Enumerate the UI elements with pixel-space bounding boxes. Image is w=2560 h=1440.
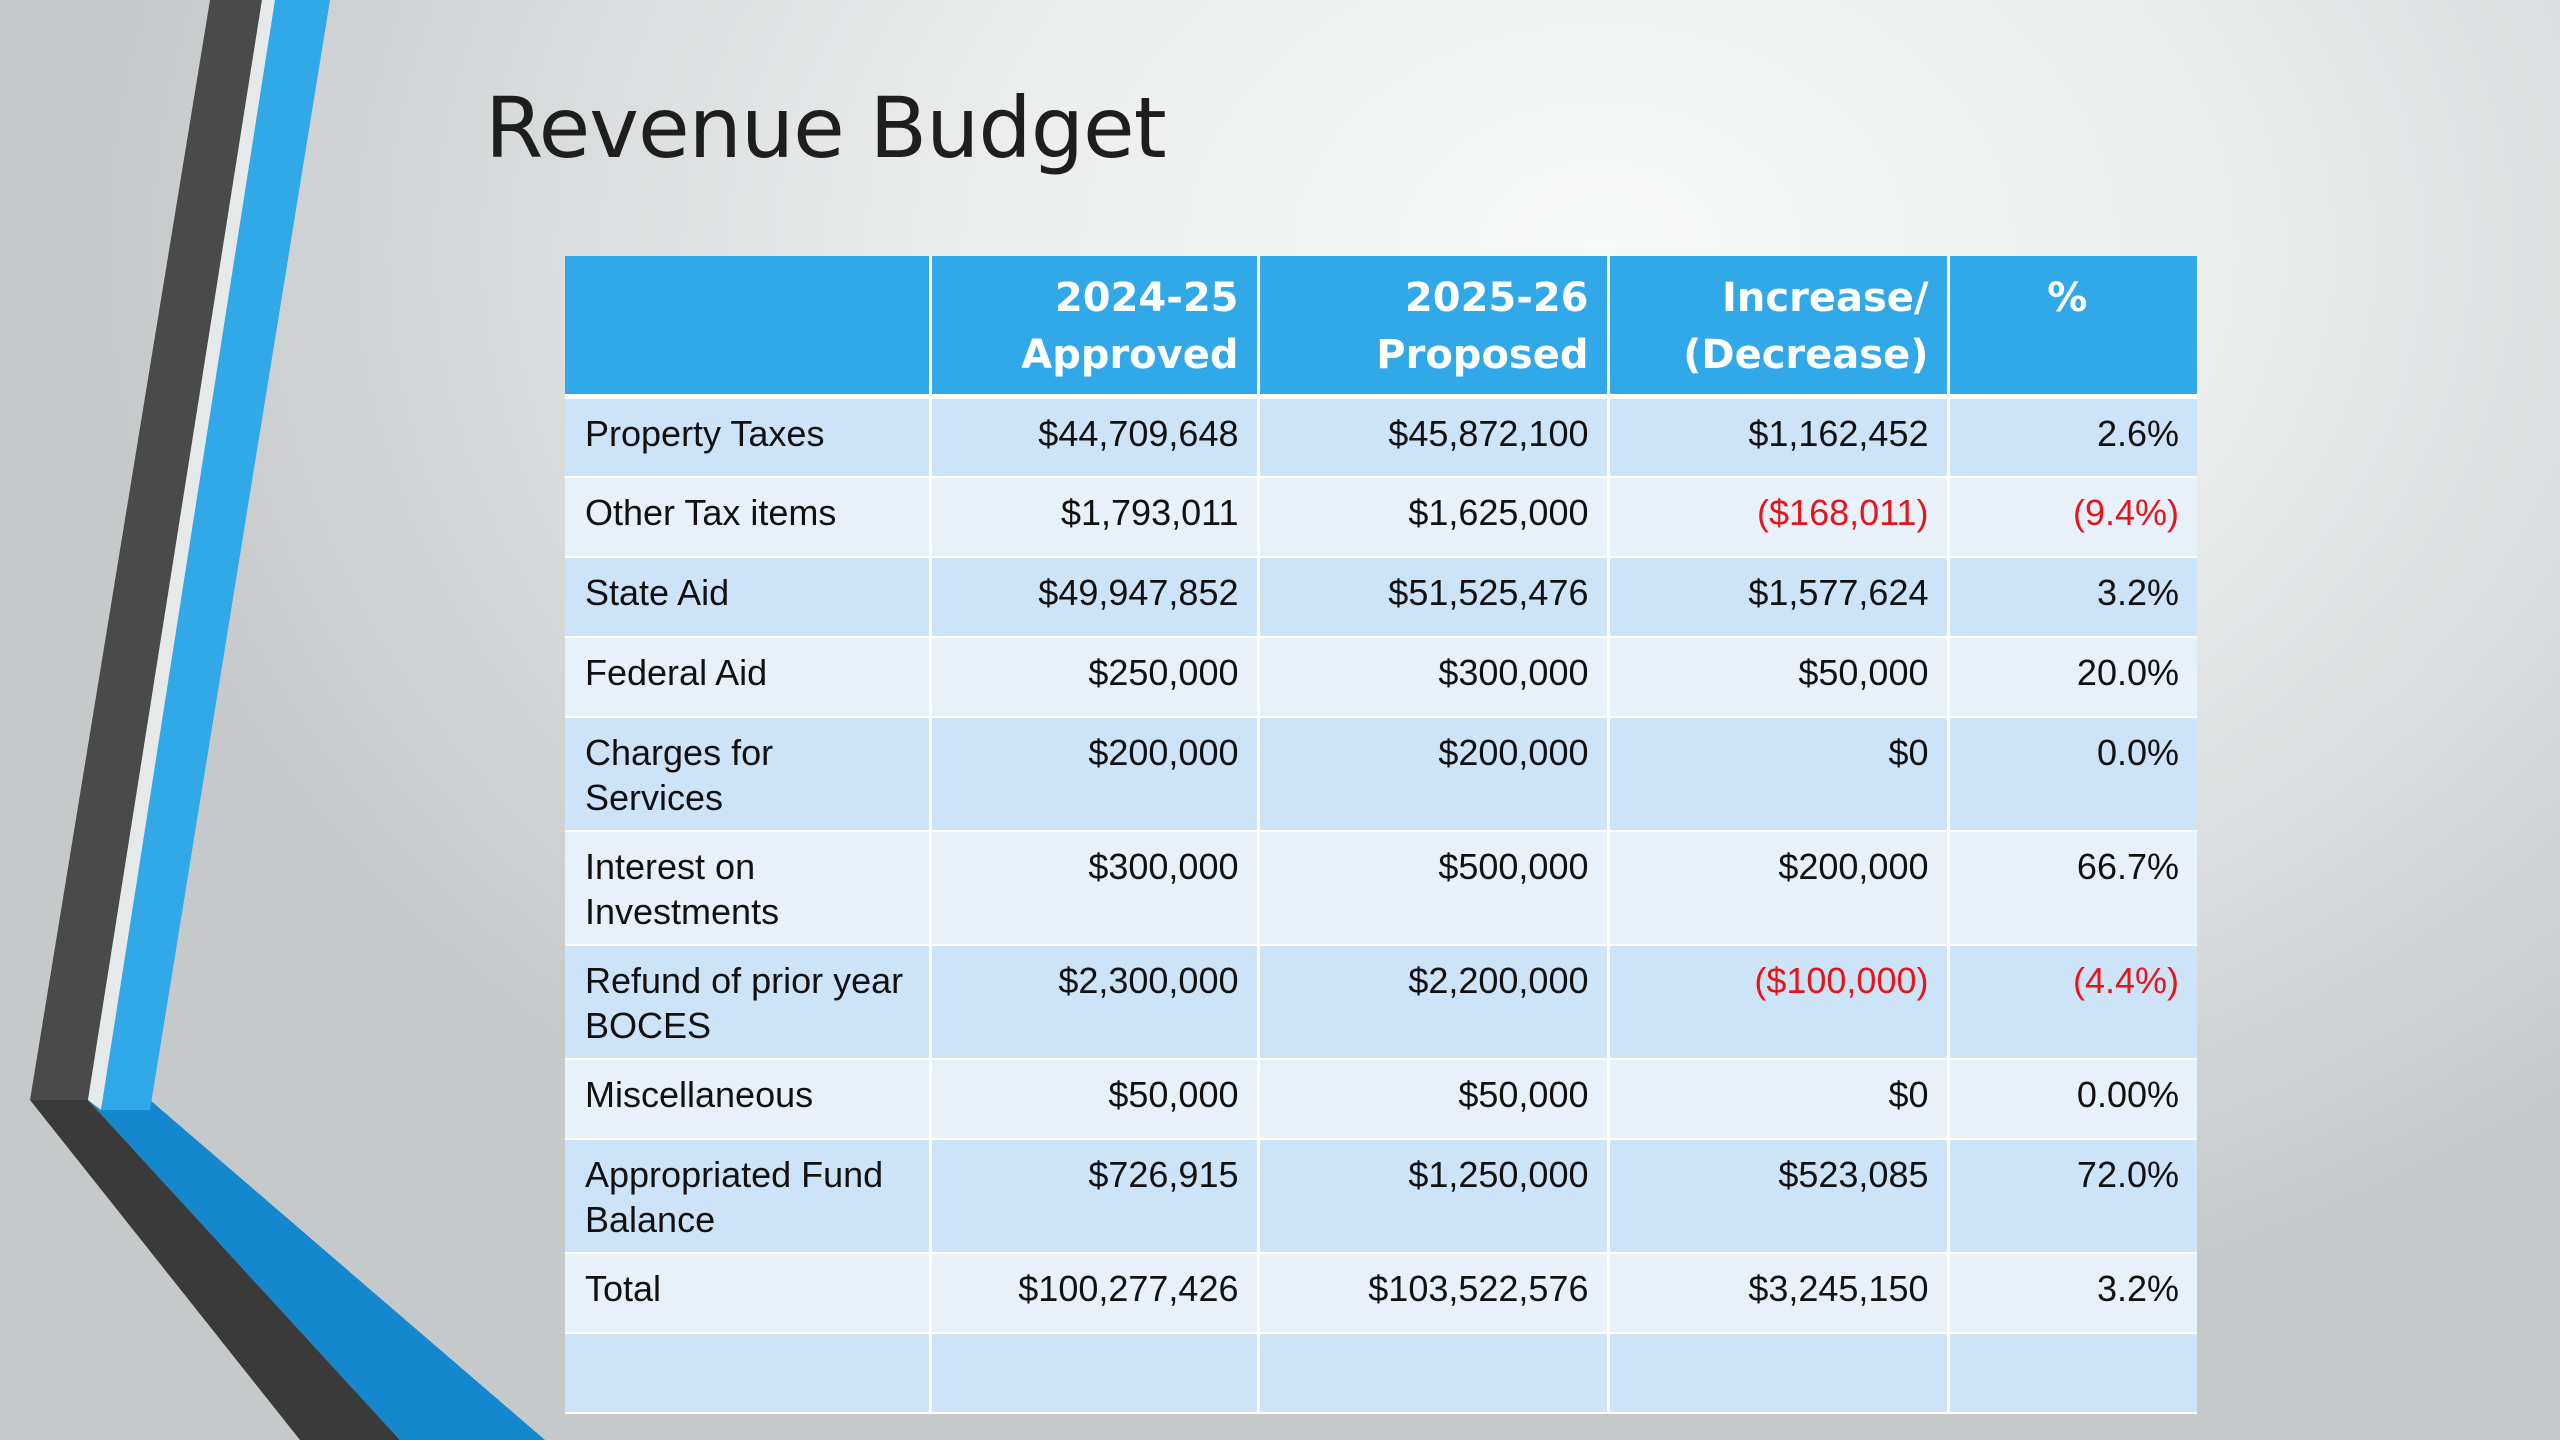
cell-change: $1,577,624 <box>1608 557 1948 637</box>
cell-proposed: $300,000 <box>1258 637 1608 717</box>
cell-approved: $250,000 <box>930 637 1258 717</box>
cell-percent: 66.7% <box>1948 831 2197 945</box>
table-row-empty <box>565 1333 2197 1413</box>
cell-proposed: $2,200,000 <box>1258 945 1608 1059</box>
cell-approved: $50,000 <box>930 1059 1258 1139</box>
table-row <box>565 557 2197 637</box>
row-label: Total <box>565 1253 930 1333</box>
cell-percent: 3.2% <box>1948 1253 2197 1333</box>
table-row <box>565 1139 2197 1253</box>
cell-change: $523,085 <box>1608 1139 1948 1253</box>
header-proposed: 2025-26 Proposed <box>1258 256 1608 397</box>
row-label: Appropriated Fund Balance <box>565 1139 930 1253</box>
row-label: Charges for Services <box>565 717 930 831</box>
cell-proposed: $500,000 <box>1258 831 1608 945</box>
cell-approved: $100,277,426 <box>930 1253 1258 1333</box>
stripe-bottom-dark <box>30 1100 400 1440</box>
cell-approved: $200,000 <box>930 717 1258 831</box>
cell-change: $1,162,452 <box>1608 397 1948 477</box>
cell-percent: 0.00% <box>1948 1059 2197 1139</box>
table-header-row <box>565 256 2197 397</box>
row-label <box>565 1333 930 1413</box>
cell-approved: $726,915 <box>930 1139 1258 1253</box>
cell-proposed: $45,872,100 <box>1258 397 1608 477</box>
cell-percent: 20.0% <box>1948 637 2197 717</box>
header-approved: 2024-25 Approved <box>930 256 1258 397</box>
table-row <box>565 945 2197 1059</box>
cell-percent: 3.2% <box>1948 557 2197 637</box>
cell-percent: (4.4%) <box>1948 945 2197 1059</box>
cell-proposed: $1,625,000 <box>1258 477 1608 557</box>
row-label: Interest on Investments <box>565 831 930 945</box>
cell-change: $0 <box>1608 1059 1948 1139</box>
cell-proposed: $51,525,476 <box>1258 557 1608 637</box>
table-row <box>565 397 2197 477</box>
cell-change: $0 <box>1608 717 1948 831</box>
stripe-bottom-blue <box>88 1100 545 1440</box>
cell-change: $50,000 <box>1608 637 1948 717</box>
row-label: Refund of prior year BOCES <box>565 945 930 1059</box>
stripe-gray <box>30 0 262 1100</box>
cell-proposed: $50,000 <box>1258 1059 1608 1139</box>
revenue-budget-table <box>565 256 2197 1414</box>
table-row-total <box>565 1253 2197 1333</box>
cell-proposed: $200,000 <box>1258 717 1608 831</box>
cell-percent: (9.4%) <box>1948 477 2197 557</box>
stripe-white <box>88 0 275 1110</box>
cell-percent <box>1948 1333 2197 1413</box>
cell-approved <box>930 1333 1258 1413</box>
table-row <box>565 831 2197 945</box>
cell-change: $200,000 <box>1608 831 1948 945</box>
cell-percent: 72.0% <box>1948 1139 2197 1253</box>
cell-proposed <box>1258 1333 1608 1413</box>
header-percent: % <box>1948 256 2197 397</box>
row-label: Miscellaneous <box>565 1059 930 1139</box>
cell-change: ($100,000) <box>1608 945 1948 1059</box>
cell-proposed: $103,522,576 <box>1258 1253 1608 1333</box>
cell-approved: $300,000 <box>930 831 1258 945</box>
cell-approved: $44,709,648 <box>930 397 1258 477</box>
cell-change: ($168,011) <box>1608 477 1948 557</box>
slide-title: Revenue Budget <box>485 79 1166 177</box>
cell-change <box>1608 1333 1948 1413</box>
table-row <box>565 477 2197 557</box>
cell-approved: $2,300,000 <box>930 945 1258 1059</box>
cell-approved: $49,947,852 <box>930 557 1258 637</box>
cell-percent: 2.6% <box>1948 397 2197 477</box>
cell-proposed: $1,250,000 <box>1258 1139 1608 1253</box>
stripe-blue <box>101 0 330 1110</box>
row-label: State Aid <box>565 557 930 637</box>
header-category <box>565 256 930 397</box>
cell-approved: $1,793,011 <box>930 477 1258 557</box>
cell-change: $3,245,150 <box>1608 1253 1948 1333</box>
table-row <box>565 637 2197 717</box>
row-label: Other Tax items <box>565 477 930 557</box>
table-row <box>565 1059 2197 1139</box>
row-label: Federal Aid <box>565 637 930 717</box>
cell-percent: 0.0% <box>1948 717 2197 831</box>
table-row <box>565 717 2197 831</box>
header-change: Increase/ (Decrease) <box>1608 256 1948 397</box>
row-label: Property Taxes <box>565 397 930 477</box>
